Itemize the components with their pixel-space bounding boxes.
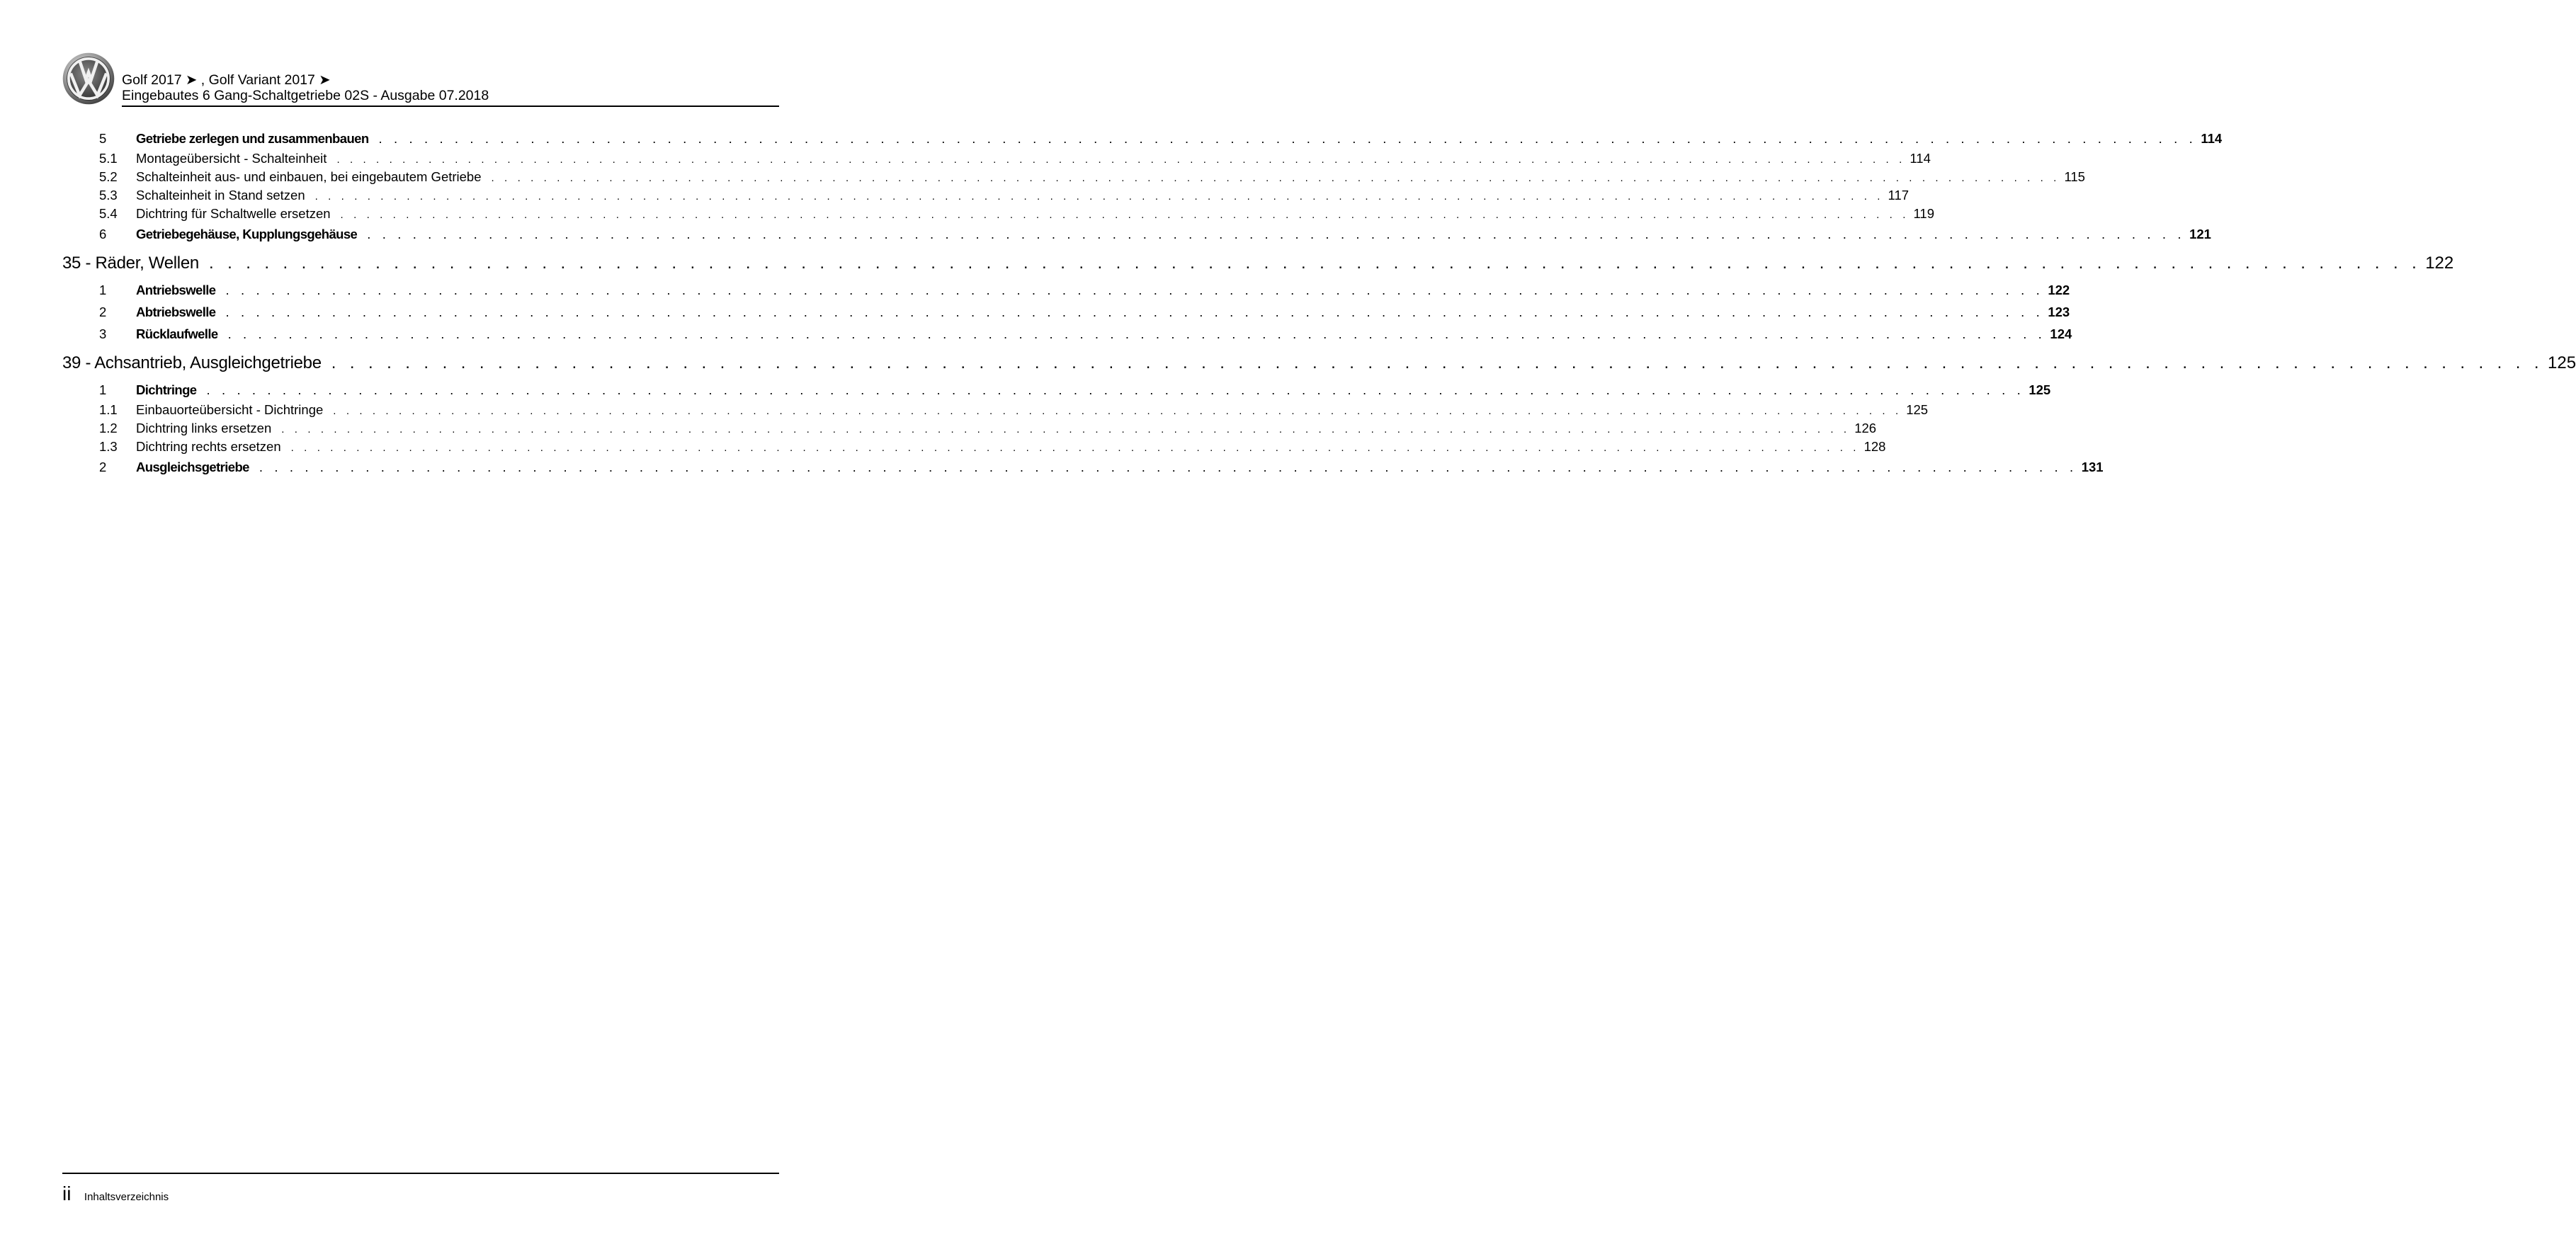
toc-subsection-entry[interactable] — [62, 186, 1910, 205]
toc-entry-title: Schalteinheit in Stand setzen — [136, 188, 305, 203]
toc-entry-number: 5.2 — [99, 169, 118, 184]
toc-entry-number: 1 — [99, 382, 107, 397]
toc-subsection-entry[interactable] — [62, 401, 1929, 419]
toc-entry-title: Rücklaufwelle — [136, 326, 218, 341]
toc-dot-leader: . . . . . . . . . . . . . . . . . . . . . . . . . . . . . . . . . . . . . . . . . . . . . . . . . . . . . . . . . . . . . . . . . . . . . . . . . . . . . . . . . . . . . . . . . . . . . . . . . . . . . . . . . . . . . . . . . . . . . . . . — [281, 423, 1851, 435]
toc-entry-title: Ausgleichsgetriebe — [136, 460, 249, 474]
toc-dot-leader: . . . . . . . . . . . . . . . . . . . . . . . . . . . . . . . . . . . . . . . . . . . . . . . . . . . . . . . . . . . . . . . . . . . . . . . . . . . . . . . . . . . . . . . . . . . . . . . . . . . . . . . . . . . . . . . . . . . . . . . . — [259, 460, 2077, 474]
toc-entry-title: Einbauorteübersicht - Dichtringe — [136, 402, 324, 417]
toc-entry-number: 5 — [99, 131, 107, 146]
toc-entry-page: 117 — [1888, 188, 1910, 203]
toc-entry-number: 1 — [99, 283, 107, 297]
toc-entry-page: 125 — [2029, 382, 2051, 397]
toc-subsection-entry[interactable] — [62, 438, 1886, 456]
header-title — [122, 72, 489, 103]
toc-entry-title: Getriebegehäuse, Kupplungsgehäuse — [136, 227, 358, 241]
toc-section-entry[interactable] — [62, 323, 2072, 345]
toc-dot-leader: . . . . . . . . . . . . . . . . . . . . . . . . . . . . . . . . . . . . . . . . . . . . . . . . . . . . . . . . . . . . . . . . . . . . . . . . . . . . . . . . . . . . . . . . . . . . . . . . . . . . . . . . . . . . . . . . . . . . . . . . — [367, 227, 2186, 241]
toc-entry-title: Abtriebswelle — [136, 304, 216, 319]
page-footer — [62, 1183, 169, 1205]
toc-entry-number: 1.2 — [99, 421, 118, 435]
toc-entry-number: 5.4 — [99, 206, 118, 221]
toc-entry-page: 125 — [2548, 353, 2576, 372]
toc-subsection-entry[interactable] — [62, 168, 2085, 186]
toc-dot-leader: . . . . . . . . . . . . . . . . . . . . . . . . . . . . . . . . . . . . . . . . . . . . . . . . . . . . . . . . . . . . . . . . . . . . . . . . . . . . . . . . . . . . . . . . . . . . . . . . . . . . . . . . . . . . . . . . . . . . . . . . — [290, 442, 1860, 454]
toc-dot-leader: . . . . . . . . . . . . . . . . . . . . . . . . . . . . . . . . . . . . . . . . . . . . . . . . . . . . . . . . . . . . . . . . . . . . . . . . . . . . . . . . . . . . . . . . . . . . . . . . . . . . . . . . . . . . . . . . . . . . . . . . — [336, 154, 1906, 166]
toc-dot-leader: . . . . . . . . . . . . . . . . . . . . . . . . . . . . . . . . . . . . . . . . . . . . . . . . . . . . . . . . . . . . . . . . . . . . . . . . . . . . . . . . . . . . . . . . . . . . . . . . . . . . . . . . . . . . . . . . . . . . . . . . — [314, 190, 1884, 203]
toc-entry-title: Getriebe zerlegen und zusammenbauen — [136, 131, 369, 146]
toc-entry-page: 122 — [2048, 283, 2070, 297]
toc-entry-title: Montageübersicht - Schalteinheit — [136, 151, 327, 166]
toc-subsection-entry[interactable] — [62, 149, 1931, 168]
toc-entry-page: 126 — [1854, 421, 1877, 435]
toc-dot-leader: . . . . . . . . . . . . . . . . . . . . . . . . . . . . . . . . . . . . . . . . . . . . . . . . . . . . . . . . . . . . . . . . . . . . . . . . . . . . . . . . . . . . . . . . . . . . . . . . . . . . . . . . . . . . . . . . . . . . . . . . — [333, 405, 1902, 417]
header-line-edition: Eingebautes 6 Gang-Schaltgetriebe 02S - Ausgabe 07.2018 — [122, 88, 489, 103]
toc-section-entry[interactable] — [62, 223, 2211, 245]
header-divider — [122, 106, 779, 107]
toc-chapter-entry[interactable] — [62, 348, 2576, 379]
toc-dot-leader: . . . . . . . . . . . . . . . . . . . . . . . . . . . . . . . . . . . . . . . . . . . . . . . . . . . . . . . . . . . . . . . . . . . . . . . . . . . . . . . . . . . . . . . . . . . . . . . . . . . . . . . . . . . . . . . . . . . . . . . . — [208, 253, 2422, 273]
toc-dot-leader: . . . . . . . . . . . . . . . . . . . . . . . . . . . . . . . . . . . . . . . . . . . . . . . . . . . . . . . . . . . . . . . . . . . . . . . . . . . . . . . . . . . . . . . . . . . . . . . . . . . . . . . . . . . . . . . . . . . . . . . . — [225, 304, 2044, 319]
toc-dot-leader: . . . . . . . . . . . . . . . . . . . . . . . . . . . . . . . . . . . . . . . . . . . . . . . . . . . . . . . . . . . . . . . . . . . . . . . . . . . . . . . . . . . . . . . . . . . . . . . . . . . . . . . . . . . . . . . . . . . . . . . . — [491, 172, 2060, 184]
toc-entry-number: 2 — [99, 304, 107, 319]
toc-entry-title: Dichtring für Schaltwelle ersetzen — [136, 206, 331, 221]
toc-entry-page: 124 — [2050, 326, 2072, 341]
toc-entry-page: 114 — [1910, 151, 1931, 166]
page-header — [62, 50, 779, 106]
toc-entry-number: 6 — [99, 227, 107, 241]
footer-divider — [62, 1173, 779, 1174]
toc-dot-leader: . . . . . . . . . . . . . . . . . . . . . . . . . . . . . . . . . . . . . . . . . . . . . . . . . . . . . . . . . . . . . . . . . . . . . . . . . . . . . . . . . . . . . . . . . . . . . . . . . . . . . . . . . . . . . . . . . . . . . . . . — [340, 209, 1910, 221]
toc-section-entry[interactable] — [62, 301, 2070, 323]
toc-entry-title: 35 - Räder, Wellen — [62, 253, 199, 273]
toc-section-entry[interactable] — [62, 379, 2051, 401]
toc-entry-title: Antriebswelle — [136, 283, 216, 297]
footer-section-name: Inhaltsverzeichnis — [84, 1191, 169, 1203]
page-number: ii — [62, 1183, 72, 1204]
toc-dot-leader: . . . . . . . . . . . . . . . . . . . . . . . . . . . . . . . . . . . . . . . . . . . . . . . . . . . . . . . . . . . . . . . . . . . . . . . . . . . . . . . . . . . . . . . . . . . . . . . . . . . . . . . . . . . . . . . . . . . . . . . . — [331, 353, 2543, 372]
toc-entry-number: 1.3 — [99, 439, 118, 454]
toc-entry-number: 2 — [99, 460, 107, 474]
toc-dot-leader: . . . . . . . . . . . . . . . . . . . . . . . . . . . . . . . . . . . . . . . . . . . . . . . . . . . . . . . . . . . . . . . . . . . . . . . . . . . . . . . . . . . . . . . . . . . . . . . . . . . . . . . . . . . . . . . . . . . . . . . . — [206, 382, 2025, 397]
toc-entry-title: Schalteinheit aus- und einbauen, bei eingebautem Getriebe — [136, 169, 482, 184]
toc-dot-leader: . . . . . . . . . . . . . . . . . . . . . . . . . . . . . . . . . . . . . . . . . . . . . . . . . . . . . . . . . . . . . . . . . . . . . . . . . . . . . . . . . . . . . . . . . . . . . . . . . . . . . . . . . . . . . . . . . . . . . . . . — [378, 131, 2197, 146]
toc-section-entry[interactable] — [62, 456, 2104, 478]
toc-entry-page: 123 — [2048, 304, 2070, 319]
table-of-contents — [62, 127, 2576, 478]
toc-chapter-entry[interactable] — [62, 248, 2454, 279]
toc-entry-title: Dichtring links ersetzen — [136, 421, 272, 435]
toc-entry-number: 1.1 — [99, 402, 118, 417]
toc-entry-page: 125 — [1906, 402, 1929, 417]
toc-entry-number: 3 — [99, 326, 107, 341]
toc-subsection-entry[interactable] — [62, 419, 1877, 438]
toc-entry-page: 128 — [1863, 439, 1886, 454]
toc-entry-page: 115 — [2064, 169, 2085, 184]
toc-dot-leader: . . . . . . . . . . . . . . . . . . . . . . . . . . . . . . . . . . . . . . . . . . . . . . . . . . . . . . . . . . . . . . . . . . . . . . . . . . . . . . . . . . . . . . . . . . . . . . . . . . . . . . . . . . . . . . . . . . . . . . . . — [227, 326, 2046, 341]
toc-entry-title: Dichtring rechts ersetzen — [136, 439, 281, 454]
toc-entry-number: 5.3 — [99, 188, 118, 203]
toc-section-entry[interactable] — [62, 279, 2070, 301]
toc-subsection-entry[interactable] — [62, 205, 1934, 223]
toc-entry-page: 114 — [2201, 131, 2223, 146]
toc-entry-page: 121 — [2189, 227, 2211, 241]
header-line-model: Golf 2017 ➤ , Golf Variant 2017 ➤ — [122, 72, 331, 88]
toc-entry-page: 119 — [1913, 206, 1934, 221]
toc-entry-page: 131 — [2081, 460, 2104, 474]
toc-dot-leader: . . . . . . . . . . . . . . . . . . . . . . . . . . . . . . . . . . . . . . . . . . . . . . . . . . . . . . . . . . . . . . . . . . . . . . . . . . . . . . . . . . . . . . . . . . . . . . . . . . . . . . . . . . . . . . . . . . . . . . . . — [225, 283, 2044, 297]
toc-section-entry[interactable] — [62, 127, 2223, 149]
toc-entry-title: 39 - Achsantrieb, Ausgleichgetriebe — [62, 353, 322, 372]
toc-entry-title: Dichtringe — [136, 382, 197, 397]
toc-entry-page: 122 — [2425, 253, 2454, 273]
toc-entry-number: 5.1 — [99, 151, 118, 166]
vw-logo-icon — [62, 52, 115, 105]
